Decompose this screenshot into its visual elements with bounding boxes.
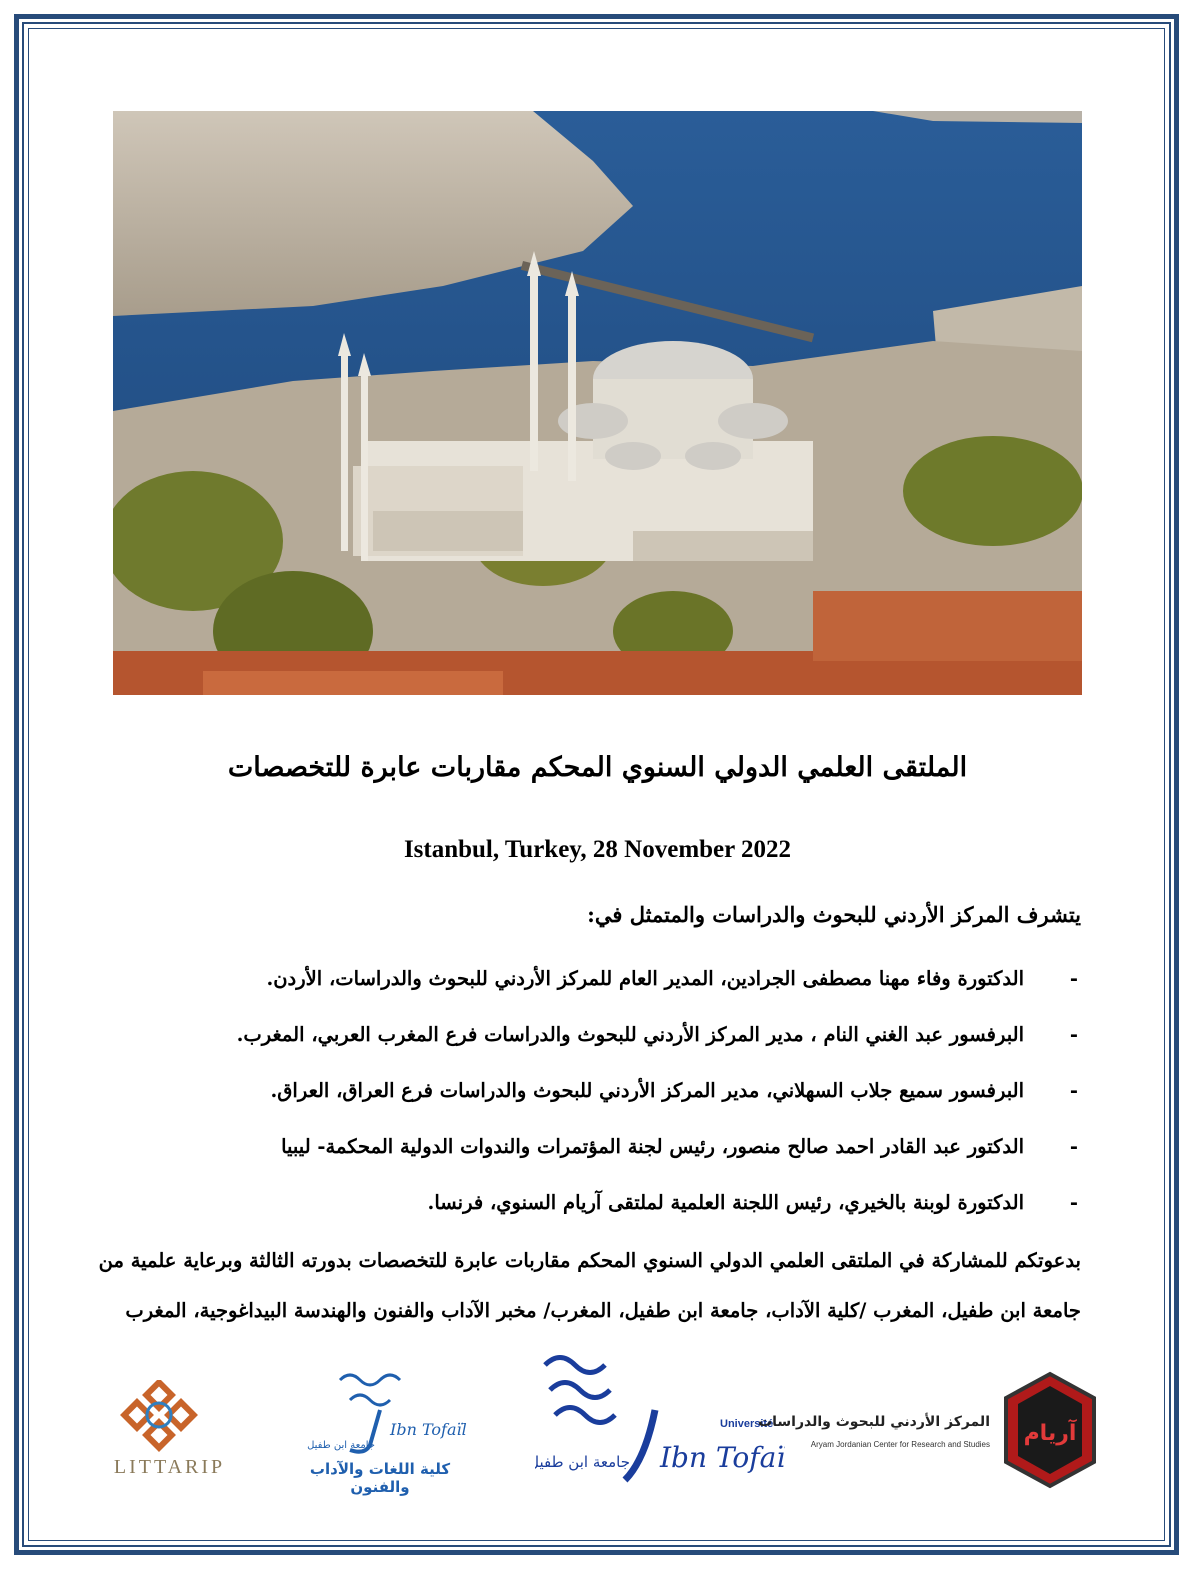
list-item: -الدكتورة لوبنة بالخيري، رئيس اللجنة العلمية لملتقى آريام السنوي، فرنسا. [178,1182,1078,1238]
littarip-emblem-icon [112,1380,227,1456]
ibn-tofail-logo [535,1345,785,1495]
istanbul-mosque-photo [113,111,1082,695]
aryam-center-logo [758,1370,1100,1490]
bullet-dash: - [1069,967,1078,990]
faculty-logo [280,1360,480,1496]
intro-text: يتشرف المركز الأردني للبحوث والدراسات والمتمثل في: [587,902,1081,927]
event-location-date: Istanbul, Turkey, 28 November 2022 [403,836,792,863]
event-title: الملتقى العلمي الدولي السنوي المحكم مقاربات عابرة للتخصصات [227,752,968,783]
bullet-dash: - [1069,1079,1078,1102]
littarip-wordmark: LITTARIP [113,1456,226,1478]
list-item: -الدكتورة وفاء مهنا مصطفى الجرادين، المدير العام للمركز الأردني للبحوث والدراسات، الأردن. [178,958,1078,1014]
bullet-dash: - [1069,1023,1078,1046]
members-list [178,958,1078,1238]
bullet-dash: - [1069,1191,1078,1214]
faculty-latin-text: Ibn Tofaïl [390,1420,467,1439]
aryam-mark-text: آريام [1023,1421,1077,1446]
list-item: -الدكتور عبد القادر احمد صالح منصور، رئيس لجنة المؤتمرات والندوات الدولية المحكمة- ليبيا [178,1126,1078,1182]
ibn-tofail-universite: Université [720,1418,774,1430]
bullet-dash: - [1069,1135,1078,1158]
ibn-tofail-arabic: جامعة ابن طفيل [535,1453,630,1471]
ibn-tofail-latin: Ibn Tofaïl [660,1441,785,1474]
invitation-line: جامعة ابن طفيل، المغرب /كلية الآداب، جامعة ابن طفيل، المغرب/ مخبر الآداب والفنون والهندسة البيداغوجية، المغرب [125,1299,1081,1322]
ibn-tofail-emblem-icon [535,1345,785,1495]
aryam-arabic-name: المركز الأردني للبحوث والدراسات [758,1414,990,1430]
faculty-signature-icon [280,1360,480,1460]
faculty-small-text: جامعة ابن طفيل [307,1440,375,1451]
littarip-logo [112,1380,227,1490]
aryam-hexagon-icon [1000,1370,1100,1490]
invitation-line: بدعوتكم للمشاركة في الملتقى العلمي الدولي السنوي المحكم مقاربات عابرة للتخصصات بدورته الثالثة وبرعاية علمية من [98,1249,1081,1272]
faculty-caption: كلية اللغات والآداب والفنون [309,1460,451,1496]
list-item: -البرفسور عبد الغني النام ، مدير المركز الأردني للبحوث والدراسات فرع المغرب العربي، المغرب. [178,1014,1078,1070]
list-item: -البرفسور سميع جلاب السهلاني، مدير المركز الأردني للبحوث والدراسات فرع العراق، العراق. [178,1070,1078,1126]
invitation-paragraph [98,1236,1081,1336]
aryam-english-name: Aryam Jordanian Center for Research and Studies [810,1440,990,1449]
